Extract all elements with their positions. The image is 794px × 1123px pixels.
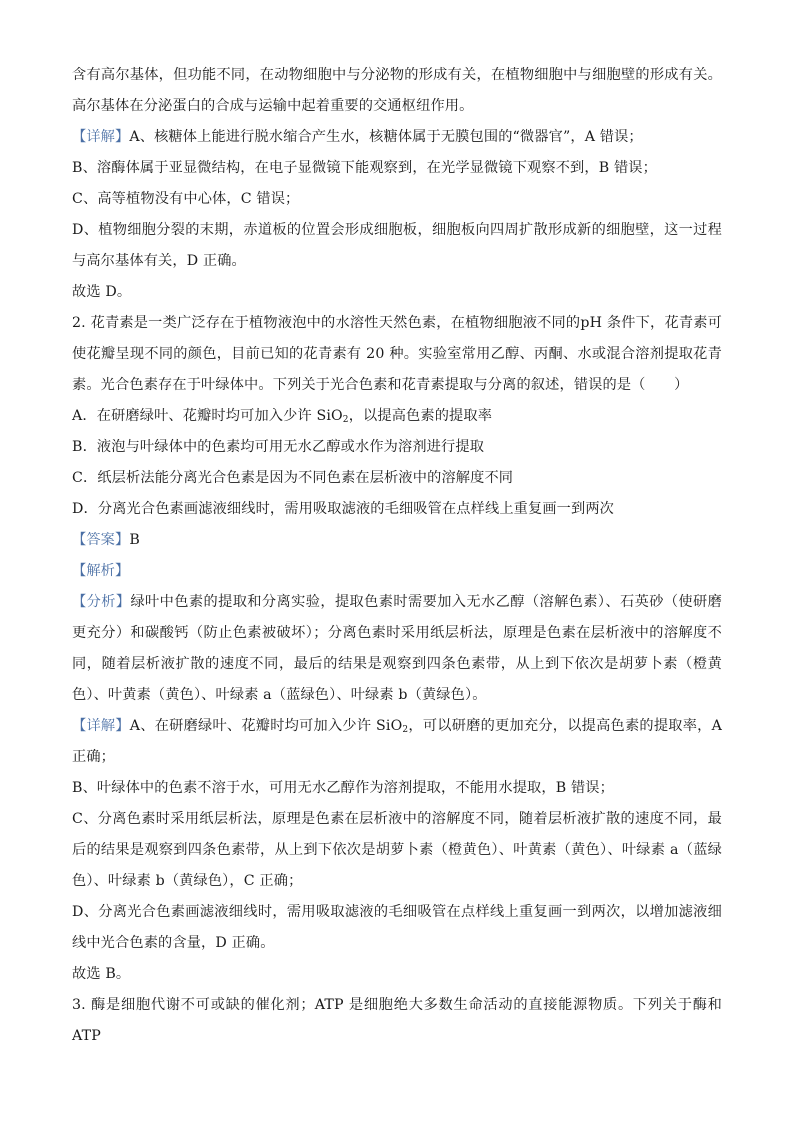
question-2-option-c: C．纸层析法能分离光合色素是因为不同色素在层析液中的溶解度不同 bbox=[72, 470, 514, 486]
question-2-detail-b: B、叶绿体中的色素不溶于水，可用无水乙醇作为溶剂提取，不能用水提取，B 错误； bbox=[72, 780, 614, 796]
question-2-choice: 故选 B。 bbox=[72, 966, 131, 982]
paragraph-detail-c: C、高等植物没有中心体，C 错误； bbox=[72, 191, 300, 207]
paragraph-golgi-note: 含有高尔基体，但功能不同，在动物细胞中与分泌物的形成有关，在植物细胞中与细胞壁的形成有关。高尔基体在分泌蛋白的合成与运输中起着重要的交通枢纽作用。 bbox=[72, 67, 722, 114]
question-2-option-a: A．在研磨绿叶、花瓣时均可加入少许 SiO$_2$，以提高色素的提取率 bbox=[72, 408, 493, 425]
section-label-explanation: 【解析】 bbox=[72, 563, 130, 579]
document-page bbox=[72, 60, 722, 1052]
question-2-detail-a: 【详解】A、在研磨绿叶、花瓣时均可加入少许 SiO$_2$，可以研磨的更加充分，以提高色素的提取率，A 正确； bbox=[72, 718, 722, 765]
section-label-analysis: 【分析】 bbox=[72, 594, 131, 610]
question-2-option-b: B．液泡与叶绿体中的色素均可用无水乙醇或水作为溶剂进行提取 bbox=[72, 439, 485, 455]
question-2-stem: 2. 花青素是一类广泛存在于植物液泡中的水溶性天然色素，在植物细胞液不同的pH 条件下，花青素可使花瓣呈现不同的颜色，目前已知的花青素有 20 种。实验室常用乙醇、丙酮、水或混合溶剂提取花青素。光合色素存在于叶绿体中。下列关于光合色素和花青素提取与分离的叙述，错误的是（ ） bbox=[72, 315, 722, 393]
question-3-stem: 3. 酶是细胞代谢不可或缺的催化剂；ATP 是细胞绝大多数生命活动的直接能源物质。下列关于酶和 ATP bbox=[72, 997, 722, 1044]
paragraph-choice-d: 故选 D。 bbox=[72, 284, 132, 300]
question-2-detail-c: C、分离色素时采用纸层析法，原理是色素在层析液中的溶解度不同，随着层析液扩散的速度不同，最后的结果是观察到四条色素带，从上到下依次是胡萝卜素（橙黄色）、叶黄素（黄色）、叶绿素 a（蓝绿色）、叶绿素 b（黄绿色），C 正确； bbox=[72, 811, 722, 889]
section-label-detail: 【详解】 bbox=[72, 718, 130, 734]
question-2-detail-d: D、分离光合色素画滤液细线时，需用吸取滤液的毛细吸管在点样线上重复画一到两次，以增加滤液细线中光合色素的含量，D 正确。 bbox=[72, 904, 722, 951]
question-2-option-d: D．分离光合色素画滤液细线时，需用吸取滤液的毛细吸管在点样线上重复画一到两次 bbox=[72, 501, 615, 517]
paragraph-detail-b: B、溶酶体属于亚显微结构，在电子显微镜下能观察到，在光学显微镜下观察不到，B 错误； bbox=[72, 160, 657, 176]
question-2-explanation-heading bbox=[72, 556, 722, 587]
section-label-answer: 【答案】 bbox=[72, 532, 130, 548]
paragraph-detail-a: 【详解】A、核糖体上能进行脱水缩合产生水，核糖体属于无膜包围的“微器官”，A 错误； bbox=[72, 129, 643, 145]
section-label-detail: 【详解】 bbox=[72, 129, 130, 145]
paragraph-detail-d: D、植物细胞分裂的末期，赤道板的位置会形成细胞板，细胞板向四周扩散形成新的细胞壁，这一过程与高尔基体有关，D 正确。 bbox=[72, 222, 722, 269]
question-2-analysis: 【分析】绿叶中色素的提取和分离实验，提取色素时需要加入无水乙醇（溶解色素）、石英砂（使研磨更充分）和碳酸钙（防止色素被破坏）；分离色素时采用纸层析法，原理是色素在层析液中的溶解度不同，随着层析液扩散的速度不同，最后的结果是观察到四条色素带，从上到下依次是胡萝卜素（橙黄色）、叶黄素（黄色）、叶绿素 a（蓝绿色）、叶绿素 b（黄绿色）。 bbox=[72, 594, 722, 703]
question-2-answer: 【答案】B bbox=[72, 532, 140, 548]
